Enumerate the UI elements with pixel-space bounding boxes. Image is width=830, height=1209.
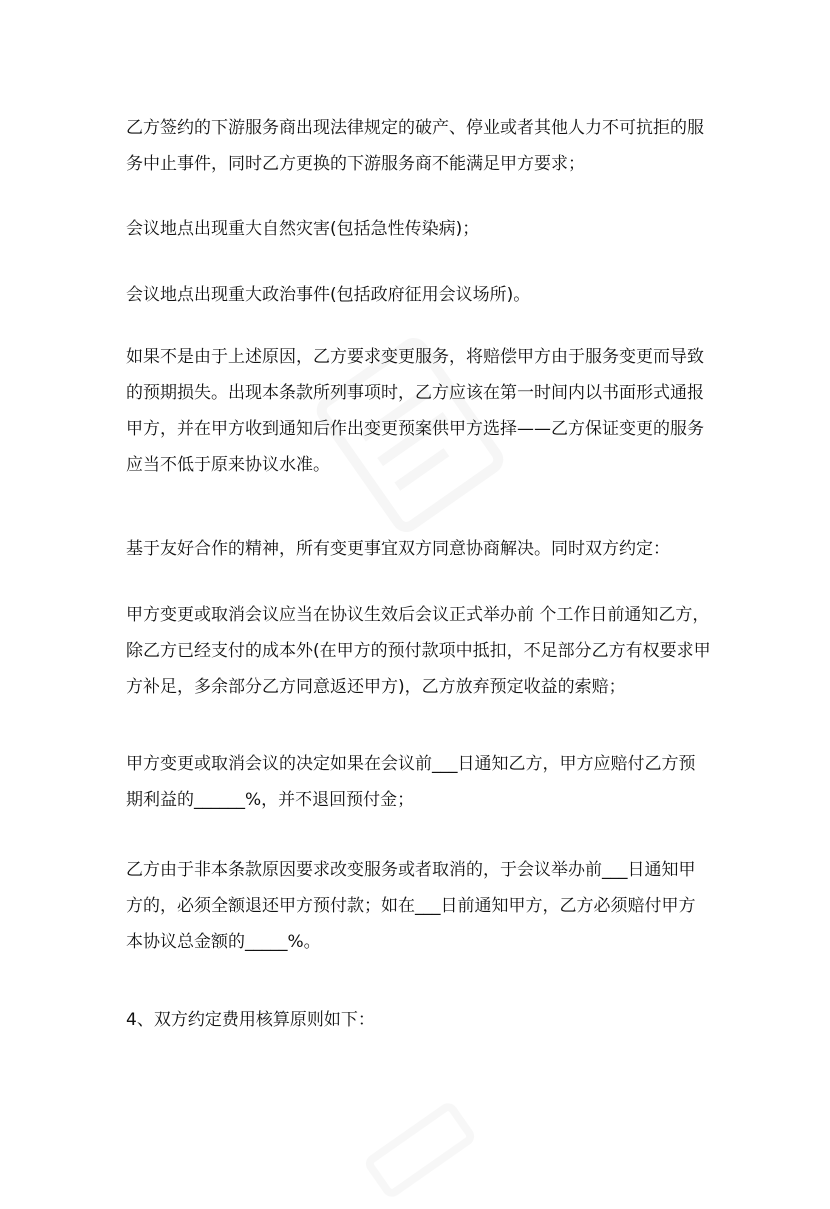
paragraph-line: 基于友好合作的精神，所有变更事宜双方同意协商解决。同时双方约定：: [126, 539, 670, 559]
paragraph-line: 本协议总金额的_____%。: [126, 932, 321, 952]
paragraph-line: 甲方变更或取消会议的决定如果在会议前___日通知乙方，甲方应赔付乙方预: [126, 754, 696, 774]
paragraph-line: 的预期损失。出现本条款所列事项时，乙方应该在第一时间内以书面形式通报: [126, 383, 704, 403]
section-heading-cost-accounting: [126, 1002, 706, 1038]
paragraph-line: 如果不是由于上述原因，乙方要求变更服务，将赔偿甲方由于服务变更而导致: [126, 347, 704, 367]
paragraph-party-b-cancellation: [126, 852, 706, 960]
paragraph-friendly-cooperation: [126, 531, 706, 567]
paragraph-line: 除乙方已经支付的成本外(在甲方的预付款项中抵扣，不足部分乙方有权要求甲: [126, 641, 711, 661]
paragraph-line: 会议地点出现重大政治事件(包括政府征用会议场所)。: [126, 285, 531, 305]
watermark-logo-bottom-icon: [354, 1091, 487, 1209]
paragraph-natural-disaster: [126, 211, 706, 247]
paragraph-line: 乙方由于非本条款原因要求改变服务或者取消的，于会议举办前___日通知甲: [126, 860, 696, 880]
paragraph-line: 务中止事件，同时乙方更换的下游服务商不能满足甲方要求；: [126, 154, 585, 174]
paragraph-line: 甲方变更或取消会议应当在协议生效后会议正式举办前 个工作日前通知乙方，: [126, 605, 710, 625]
paragraph-line: 甲方，并在甲方收到通知后作出变更预案供甲方选择——乙方保证变更的服务: [126, 419, 704, 439]
paragraph-line: 期利益的______%，并不退回预付金；: [126, 790, 415, 810]
paragraph-political-event: [126, 277, 706, 313]
paragraph-line: 会议地点出现重大自然灾害(包括急性传染病)；: [126, 219, 480, 239]
paragraph-line: 方的，必须全额退还甲方预付款；如在___日前通知甲方，乙方必须赔付甲方: [126, 896, 696, 916]
paragraph-line: 4、双方约定费用核算原则如下：: [126, 1010, 375, 1030]
paragraph-downstream-provider: [126, 110, 706, 182]
paragraph-line: 应当不低于原来协议水准。: [126, 455, 330, 475]
paragraph-party-a-compensation: [126, 746, 706, 818]
paragraph-line: 乙方签约的下游服务商出现法律规定的破产、停业或者其他人力不可抗拒的服: [126, 118, 704, 138]
paragraph-party-a-cancellation-notice: [126, 597, 711, 705]
paragraph-line: 方补足，多余部分乙方同意返还甲方)，乙方放弃预定收益的索赔；: [126, 677, 626, 697]
paragraph-service-change-compensation: [126, 339, 706, 483]
